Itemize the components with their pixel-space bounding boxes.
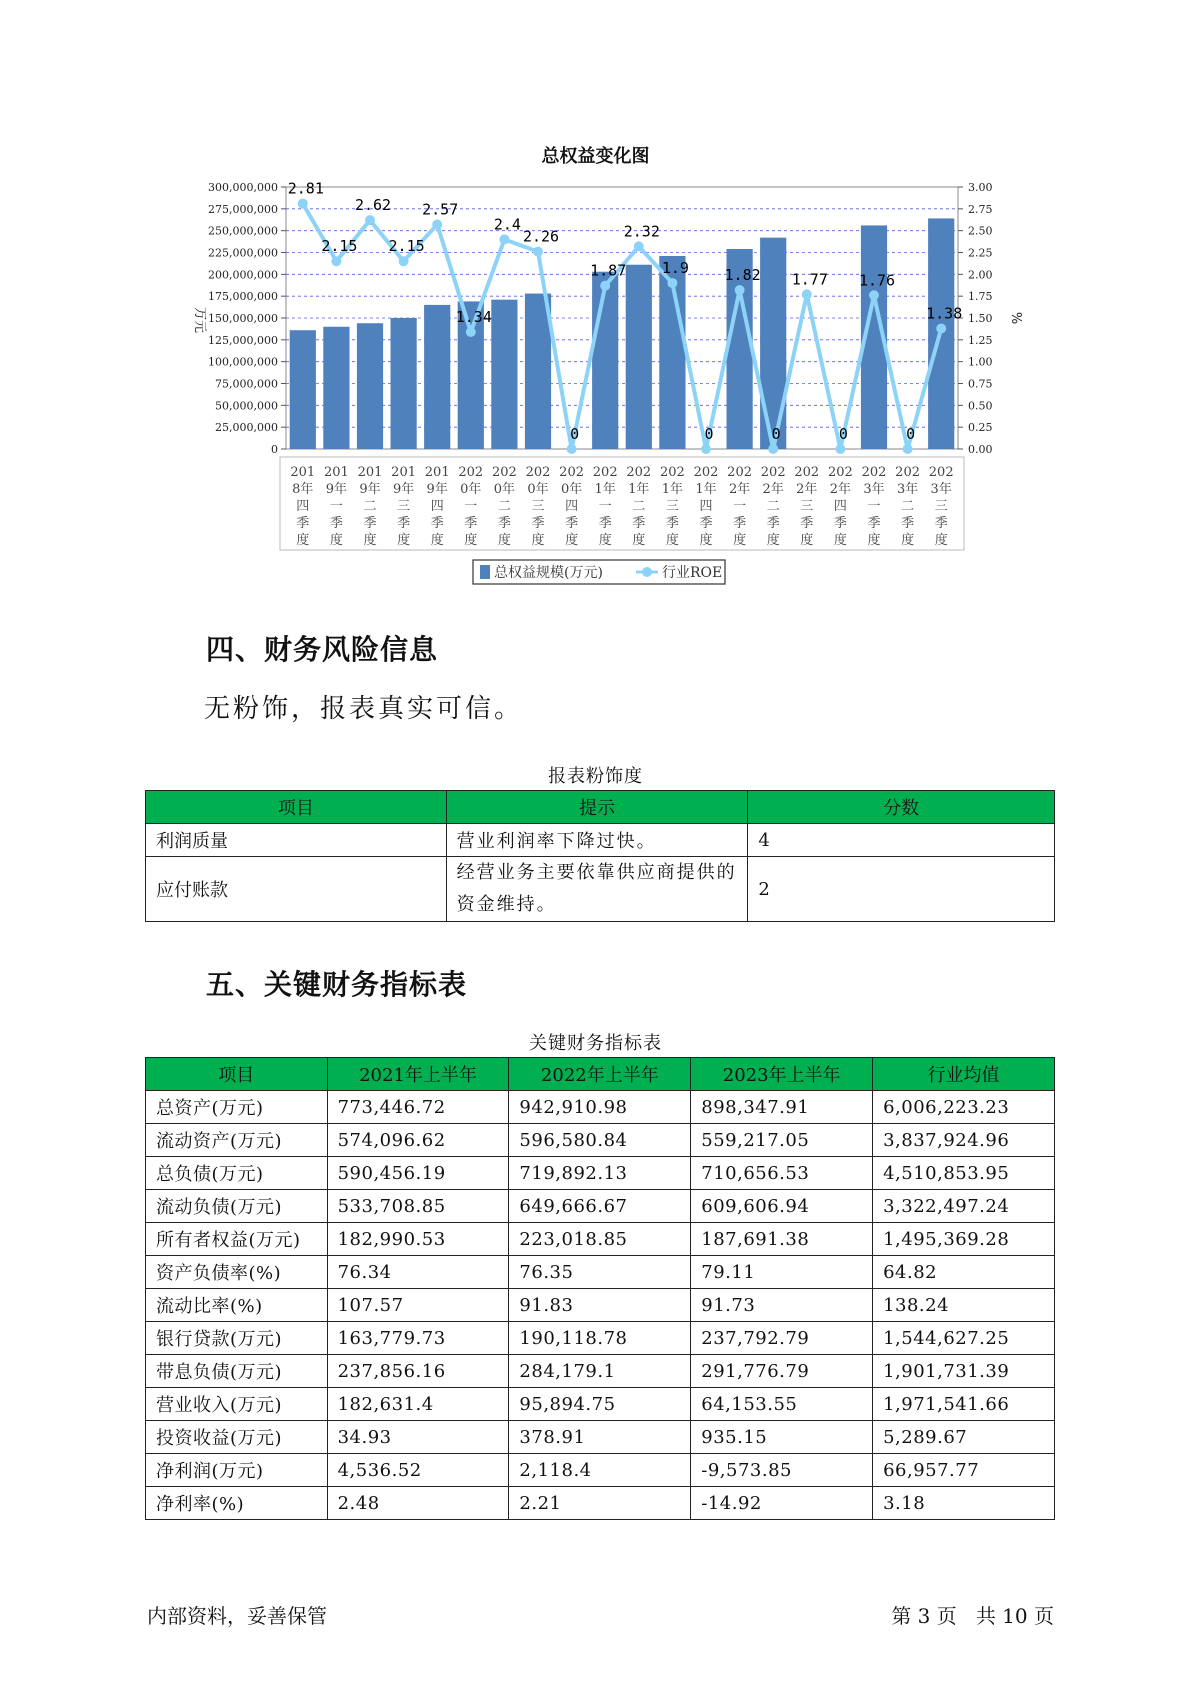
header-cell: 提示 xyxy=(446,791,748,824)
table-cell: -14.92 xyxy=(691,1487,873,1520)
roe-data-label: 0 xyxy=(771,425,781,443)
legend-line-marker xyxy=(642,567,652,577)
table-cell: 76.35 xyxy=(509,1256,691,1289)
roe-point xyxy=(869,290,879,300)
x-tick-label: 202 xyxy=(861,465,887,480)
x-tick-label: 度 xyxy=(497,533,511,548)
table-cell: 76.34 xyxy=(327,1256,509,1289)
roe-data-label: 2.81 xyxy=(287,179,324,198)
x-tick-label: 三 xyxy=(531,499,545,514)
footer-page-number: 第 3 页 共 10 页 xyxy=(891,1604,1054,1628)
x-tick-label: 度 xyxy=(800,533,814,548)
roe-point xyxy=(567,444,577,454)
x-tick-label: 度 xyxy=(296,533,310,548)
x-tick-label: 度 xyxy=(733,533,747,548)
table-cell: 总负债(万元) xyxy=(146,1157,328,1190)
y-tick-label: 0 xyxy=(271,443,278,456)
x-tick-label: 度 xyxy=(833,533,847,548)
x-tick-label: 季 xyxy=(733,516,747,531)
x-tick-label: 季 xyxy=(699,516,713,531)
x-tick-label: 201 xyxy=(391,465,417,480)
x-tick-label: 1年 xyxy=(594,482,616,497)
x-tick-label: 季 xyxy=(665,516,679,531)
roe-data-label: 2.62 xyxy=(354,196,392,215)
x-tick-label: 0年 xyxy=(527,482,549,497)
table2-caption: 关键财务指标表 xyxy=(529,1033,662,1054)
roe-point xyxy=(835,444,845,454)
table-cell: 所有者权益(万元) xyxy=(146,1223,328,1256)
table-cell: 237,792.79 xyxy=(691,1322,873,1355)
table-cell: 533,708.85 xyxy=(327,1190,509,1223)
table-row xyxy=(146,857,1055,922)
x-tick-label: 季 xyxy=(464,516,478,531)
y-right-tick-label: 2.50 xyxy=(968,224,993,238)
table-row xyxy=(146,1256,1055,1289)
bar xyxy=(626,265,652,449)
table-cell: 3.18 xyxy=(873,1487,1055,1520)
roe-data-label: 1.77 xyxy=(791,270,828,289)
x-tick-label: 度 xyxy=(363,533,377,548)
x-tick-label: 季 xyxy=(867,516,881,531)
x-tick-label: 9年 xyxy=(359,482,381,497)
table-cell: 带息负债(万元) xyxy=(146,1355,328,1388)
x-tick-label: 202 xyxy=(928,465,954,480)
table-cell: 1,901,731.39 xyxy=(873,1355,1055,1388)
table-row xyxy=(146,1421,1055,1454)
table-row xyxy=(146,1388,1055,1421)
table-cell: 银行贷款(万元) xyxy=(146,1322,328,1355)
roe-point xyxy=(466,327,476,337)
table-cell: 596,580.84 xyxy=(509,1124,691,1157)
y-tick-label: 50,000,000 xyxy=(215,399,278,413)
x-tick-label: 201 xyxy=(424,465,450,480)
table-cell: 609,606.94 xyxy=(691,1190,873,1223)
bar xyxy=(424,305,450,449)
roe-point xyxy=(701,444,711,454)
x-tick-label: 季 xyxy=(497,516,511,531)
chart-title: 总权益变化图 xyxy=(541,146,650,167)
table-cell: 898,347.91 xyxy=(691,1091,873,1124)
x-tick-label: 202 xyxy=(895,465,921,480)
x-tick-label: 202 xyxy=(626,465,652,480)
table-cell: 942,910.98 xyxy=(509,1091,691,1124)
table-cell: 利润质量 xyxy=(146,824,447,857)
x-tick-label: 202 xyxy=(760,465,786,480)
roe-point xyxy=(667,278,677,288)
roe-data-label: 1.76 xyxy=(858,271,896,290)
table-cell: 66,957.77 xyxy=(873,1454,1055,1487)
table-cell: 559,217.05 xyxy=(691,1124,873,1157)
table-cell: 574,096.62 xyxy=(327,1124,509,1157)
x-tick-label: 度 xyxy=(397,533,411,548)
table-cell: 284,179.1 xyxy=(509,1355,691,1388)
y-tick-label: 25,000,000 xyxy=(215,421,278,435)
table-cell: 2.48 xyxy=(327,1487,509,1520)
x-tick-label: 202 xyxy=(592,465,618,480)
table-cell: 2.21 xyxy=(509,1487,691,1520)
bar xyxy=(357,323,383,449)
x-tick-label: 202 xyxy=(794,465,820,480)
table-cell: 流动比率(%) xyxy=(146,1289,328,1322)
x-tick-label: 202 xyxy=(727,465,753,480)
x-tick-label: 四 xyxy=(430,499,444,514)
table-cell: 79.11 xyxy=(691,1256,873,1289)
y-right-tick-label: 0.75 xyxy=(968,377,993,391)
x-tick-label: 1年 xyxy=(695,482,717,497)
x-tick-label: 202 xyxy=(491,465,517,480)
legend-bar-label: 总权益规模(万元) xyxy=(494,565,603,581)
x-tick-label: 度 xyxy=(430,533,444,548)
x-tick-label: 季 xyxy=(329,516,343,531)
roe-point xyxy=(903,444,913,454)
x-tick-label: 度 xyxy=(464,533,478,548)
header-cell: 2021年上半年 xyxy=(327,1058,509,1091)
x-tick-label: 四 xyxy=(565,499,579,514)
table-cell: 营业利润率下降过快。 xyxy=(446,824,748,857)
x-tick-label: 二 xyxy=(766,499,780,514)
roe-point xyxy=(399,256,409,266)
roe-data-label: 0 xyxy=(838,425,848,443)
roe-data-label: 2.57 xyxy=(422,200,459,219)
x-tick-label: 202 xyxy=(827,465,853,480)
y-right-tick-label: 2.75 xyxy=(968,202,993,216)
table-cell: 应付账款 xyxy=(146,857,447,922)
y-axis-label-left: 万元 xyxy=(192,306,207,334)
table-cell: 710,656.53 xyxy=(691,1157,873,1190)
table-cell: 3,837,924.96 xyxy=(873,1124,1055,1157)
table-cell: 64.82 xyxy=(873,1256,1055,1289)
x-tick-label: 度 xyxy=(901,533,915,548)
x-tick-label: 202 xyxy=(559,465,585,480)
x-tick-label: 季 xyxy=(800,516,814,531)
roe-data-label: 2.26 xyxy=(522,227,560,246)
table1-caption: 报表粉饰度 xyxy=(548,766,643,787)
y-tick-label: 125,000,000 xyxy=(208,333,278,347)
x-tick-label: 度 xyxy=(766,533,780,548)
x-tick-label: 三 xyxy=(397,499,411,514)
roe-point xyxy=(802,289,812,299)
table-cell: 总资产(万元) xyxy=(146,1091,328,1124)
y-axis-label-right: % xyxy=(1008,311,1023,325)
roe-point xyxy=(768,444,778,454)
y-right-tick-label: 1.00 xyxy=(968,355,993,369)
x-tick-label: 四 xyxy=(296,499,310,514)
x-tick-label: 2年 xyxy=(762,482,784,497)
x-tick-label: 季 xyxy=(766,516,780,531)
x-tick-label: 9年 xyxy=(426,482,448,497)
y-tick-label: 225,000,000 xyxy=(208,246,278,260)
roe-point xyxy=(936,323,946,333)
table-cell: 1,495,369.28 xyxy=(873,1223,1055,1256)
table-cell: 营业收入(万元) xyxy=(146,1388,328,1421)
table-cell: 净利润(万元) xyxy=(146,1454,328,1487)
x-tick-label: 季 xyxy=(363,516,377,531)
table-cell: -9,573.85 xyxy=(691,1454,873,1487)
header-cell: 项目 xyxy=(146,791,447,824)
x-tick-label: 季 xyxy=(901,516,915,531)
x-tick-label: 一 xyxy=(329,499,343,514)
x-tick-label: 季 xyxy=(397,516,411,531)
table-row xyxy=(146,1091,1055,1124)
table-row xyxy=(146,1223,1055,1256)
y-tick-label: 175,000,000 xyxy=(208,290,278,304)
table-cell: 净利率(%) xyxy=(146,1487,328,1520)
table-cell: 773,446.72 xyxy=(327,1091,509,1124)
table-cell: 590,456.19 xyxy=(327,1157,509,1190)
y-tick-label: 200,000,000 xyxy=(208,268,278,282)
x-tick-label: 季 xyxy=(833,516,847,531)
x-tick-label: 二 xyxy=(632,499,646,514)
y-right-tick-label: 0.50 xyxy=(968,399,993,413)
x-tick-label: 度 xyxy=(665,533,679,548)
x-tick-label: 季 xyxy=(430,516,444,531)
x-tick-label: 一 xyxy=(733,499,747,514)
table-cell: 182,990.53 xyxy=(327,1223,509,1256)
table-cell: 378.91 xyxy=(509,1421,691,1454)
legend-bar-swatch xyxy=(480,565,490,579)
bar xyxy=(592,272,618,449)
table-cell: 1,971,541.66 xyxy=(873,1388,1055,1421)
table-cell: 资产负债率(%) xyxy=(146,1256,328,1289)
table-cell: 190,118.78 xyxy=(509,1322,691,1355)
table-cell: 2 xyxy=(748,857,1055,922)
x-tick-label: 1年 xyxy=(628,482,650,497)
x-tick-label: 2年 xyxy=(829,482,852,497)
header-cell: 行业均值 xyxy=(873,1058,1055,1091)
x-tick-label: 202 xyxy=(659,465,685,480)
x-tick-label: 三 xyxy=(934,499,948,514)
x-tick-label: 四 xyxy=(699,499,713,514)
table-cell: 34.93 xyxy=(327,1421,509,1454)
x-tick-label: 四 xyxy=(833,499,847,514)
table-header-row xyxy=(146,791,1055,824)
y-right-tick-label: 0.25 xyxy=(968,421,993,435)
roe-data-label: 1.38 xyxy=(926,304,963,323)
x-tick-label: 二 xyxy=(363,499,377,514)
x-tick-label: 0年 xyxy=(493,482,516,497)
y-tick-label: 100,000,000 xyxy=(208,355,278,369)
y-tick-label: 150,000,000 xyxy=(208,312,278,325)
y-right-tick-label: 1.75 xyxy=(968,290,993,304)
x-tick-label: 度 xyxy=(867,533,881,548)
roe-data-label: 1.87 xyxy=(590,261,627,280)
roe-point xyxy=(499,234,509,244)
table-row xyxy=(146,1355,1055,1388)
x-tick-label: 度 xyxy=(699,533,713,548)
table-cell: 649,666.67 xyxy=(509,1190,691,1223)
table-cell: 237,856.16 xyxy=(327,1355,509,1388)
roe-point xyxy=(298,199,308,209)
x-tick-label: 9年 xyxy=(392,482,415,497)
x-tick-label: 二 xyxy=(901,499,915,514)
roe-point xyxy=(365,215,375,225)
x-tick-label: 季 xyxy=(934,516,948,531)
x-tick-label: 3年 xyxy=(863,482,885,497)
table-cell: 4,510,853.95 xyxy=(873,1157,1055,1190)
x-tick-label: 度 xyxy=(329,533,343,548)
y-tick-label: 75,000,000 xyxy=(215,377,278,391)
table-cell: 64,153.55 xyxy=(691,1388,873,1421)
table-cell: 187,691.38 xyxy=(691,1223,873,1256)
roe-point xyxy=(600,281,610,291)
roe-point xyxy=(432,220,442,230)
section4-heading: 四、财务风险信息 xyxy=(206,633,439,666)
x-tick-label: 度 xyxy=(531,533,545,548)
x-tick-label: 度 xyxy=(632,533,646,548)
bar xyxy=(491,300,517,449)
x-tick-label: 季 xyxy=(531,516,545,531)
footer-left: 内部资料，妥善保管 xyxy=(147,1604,327,1628)
table-row xyxy=(146,824,1055,857)
header-cell: 项目 xyxy=(146,1058,328,1091)
roe-point xyxy=(533,247,543,257)
header-cell: 2023年上半年 xyxy=(691,1058,873,1091)
x-tick-label: 8年 xyxy=(292,482,314,497)
table-cell: 95,894.75 xyxy=(509,1388,691,1421)
bar xyxy=(323,327,349,449)
table-cell: 5,289.67 xyxy=(873,1421,1055,1454)
table-header-row xyxy=(146,1058,1055,1091)
y-right-tick-label: 2.25 xyxy=(968,246,993,260)
table-row xyxy=(146,1289,1055,1322)
legend-line-label: 行业ROE xyxy=(662,565,723,581)
x-tick-label: 二 xyxy=(497,499,511,514)
table-cell: 6,006,223.23 xyxy=(873,1091,1055,1124)
table-cell: 4 xyxy=(748,824,1055,857)
x-tick-label: 0年 xyxy=(460,482,482,497)
table-row xyxy=(146,1454,1055,1487)
equity-chart xyxy=(0,170,1191,590)
table-cell: 1,544,627.25 xyxy=(873,1322,1055,1355)
table-cell: 流动负债(万元) xyxy=(146,1190,328,1223)
x-tick-label: 3年 xyxy=(896,482,919,497)
roe-data-label: 1.9 xyxy=(661,259,689,278)
x-tick-label: 0年 xyxy=(560,482,583,497)
y-right-tick-label: 1.25 xyxy=(968,333,993,347)
table-cell: 2,118.4 xyxy=(509,1454,691,1487)
bar xyxy=(760,238,786,449)
roe-point xyxy=(634,241,644,251)
roe-data-label: 2.4 xyxy=(493,215,521,234)
roe-data-label: 1.34 xyxy=(455,307,492,326)
x-tick-label: 201 xyxy=(323,465,349,480)
table-cell: 91.73 xyxy=(691,1289,873,1322)
table-row xyxy=(146,1322,1055,1355)
x-tick-label: 202 xyxy=(693,465,719,480)
roe-data-label: 0 xyxy=(570,425,580,443)
y-tick-label: 250,000,000 xyxy=(208,224,278,238)
x-tick-label: 一 xyxy=(867,499,881,514)
x-tick-label: 201 xyxy=(290,465,316,480)
header-cell: 2022年上半年 xyxy=(509,1058,691,1091)
table-cell: 291,776.79 xyxy=(691,1355,873,1388)
x-tick-label: 度 xyxy=(598,533,612,548)
x-tick-label: 季 xyxy=(296,516,310,531)
table-row xyxy=(146,1487,1055,1520)
x-tick-label: 度 xyxy=(934,533,948,548)
key-indicator-table xyxy=(145,1057,1055,1520)
roe-data-label: 2.32 xyxy=(623,222,660,241)
y-tick-label: 300,000,000 xyxy=(208,181,278,194)
x-tick-label: 202 xyxy=(458,465,484,480)
table-row xyxy=(146,1190,1055,1223)
table-cell: 3,322,497.24 xyxy=(873,1190,1055,1223)
roe-data-label: 2.15 xyxy=(321,237,358,256)
table-cell: 107.57 xyxy=(327,1289,509,1322)
table-cell: 4,536.52 xyxy=(327,1454,509,1487)
table-cell: 935.15 xyxy=(691,1421,873,1454)
x-tick-label: 三 xyxy=(800,499,814,514)
table-cell: 投资收益(万元) xyxy=(146,1421,328,1454)
table-cell: 流动资产(万元) xyxy=(146,1124,328,1157)
table-cell: 719,892.13 xyxy=(509,1157,691,1190)
table-cell: 182,631.4 xyxy=(327,1388,509,1421)
x-tick-label: 一 xyxy=(464,499,478,514)
y-right-tick-label: 1.50 xyxy=(968,312,993,325)
x-tick-label: 季 xyxy=(565,516,579,531)
y-tick-label: 275,000,000 xyxy=(208,202,278,216)
x-tick-label: 201 xyxy=(357,465,383,480)
header-cell: 分数 xyxy=(748,791,1055,824)
x-tick-label: 9年 xyxy=(325,482,348,497)
table-cell: 91.83 xyxy=(509,1289,691,1322)
roe-data-label: 0 xyxy=(906,425,916,443)
roe-point xyxy=(735,285,745,295)
x-tick-label: 一 xyxy=(598,499,612,514)
roe-data-label: 1.82 xyxy=(724,266,761,285)
x-tick-label: 2年 xyxy=(796,482,818,497)
y-right-tick-label: 3.00 xyxy=(968,181,993,194)
x-tick-label: 季 xyxy=(598,516,612,531)
table-cell: 经营业务主要依靠供应商提供的资金维持。 xyxy=(446,857,748,922)
x-tick-label: 3年 xyxy=(930,482,952,497)
x-tick-label: 度 xyxy=(565,533,579,548)
section4-text: 无粉饰，报表真实可信。 xyxy=(204,694,524,724)
roe-data-label: 2.15 xyxy=(388,237,425,256)
roe-point xyxy=(331,256,341,266)
roe-data-label: 0 xyxy=(704,425,714,443)
x-tick-label: 202 xyxy=(525,465,551,480)
bar xyxy=(390,318,416,449)
bar xyxy=(290,330,316,449)
table-cell: 163,779.73 xyxy=(327,1322,509,1355)
x-tick-label: 季 xyxy=(632,516,646,531)
x-tick-label: 三 xyxy=(665,499,679,514)
x-tick-label: 1年 xyxy=(661,482,684,497)
risk-table xyxy=(145,790,1055,922)
y-right-tick-label: 0.00 xyxy=(968,443,993,456)
table-row xyxy=(146,1124,1055,1157)
table-row xyxy=(146,1157,1055,1190)
y-right-tick-label: 2.00 xyxy=(968,268,993,282)
table-cell: 138.24 xyxy=(873,1289,1055,1322)
x-tick-label: 2年 xyxy=(728,482,751,497)
table-cell: 223,018.85 xyxy=(509,1223,691,1256)
section5-heading: 五、关键财务指标表 xyxy=(206,968,468,1001)
